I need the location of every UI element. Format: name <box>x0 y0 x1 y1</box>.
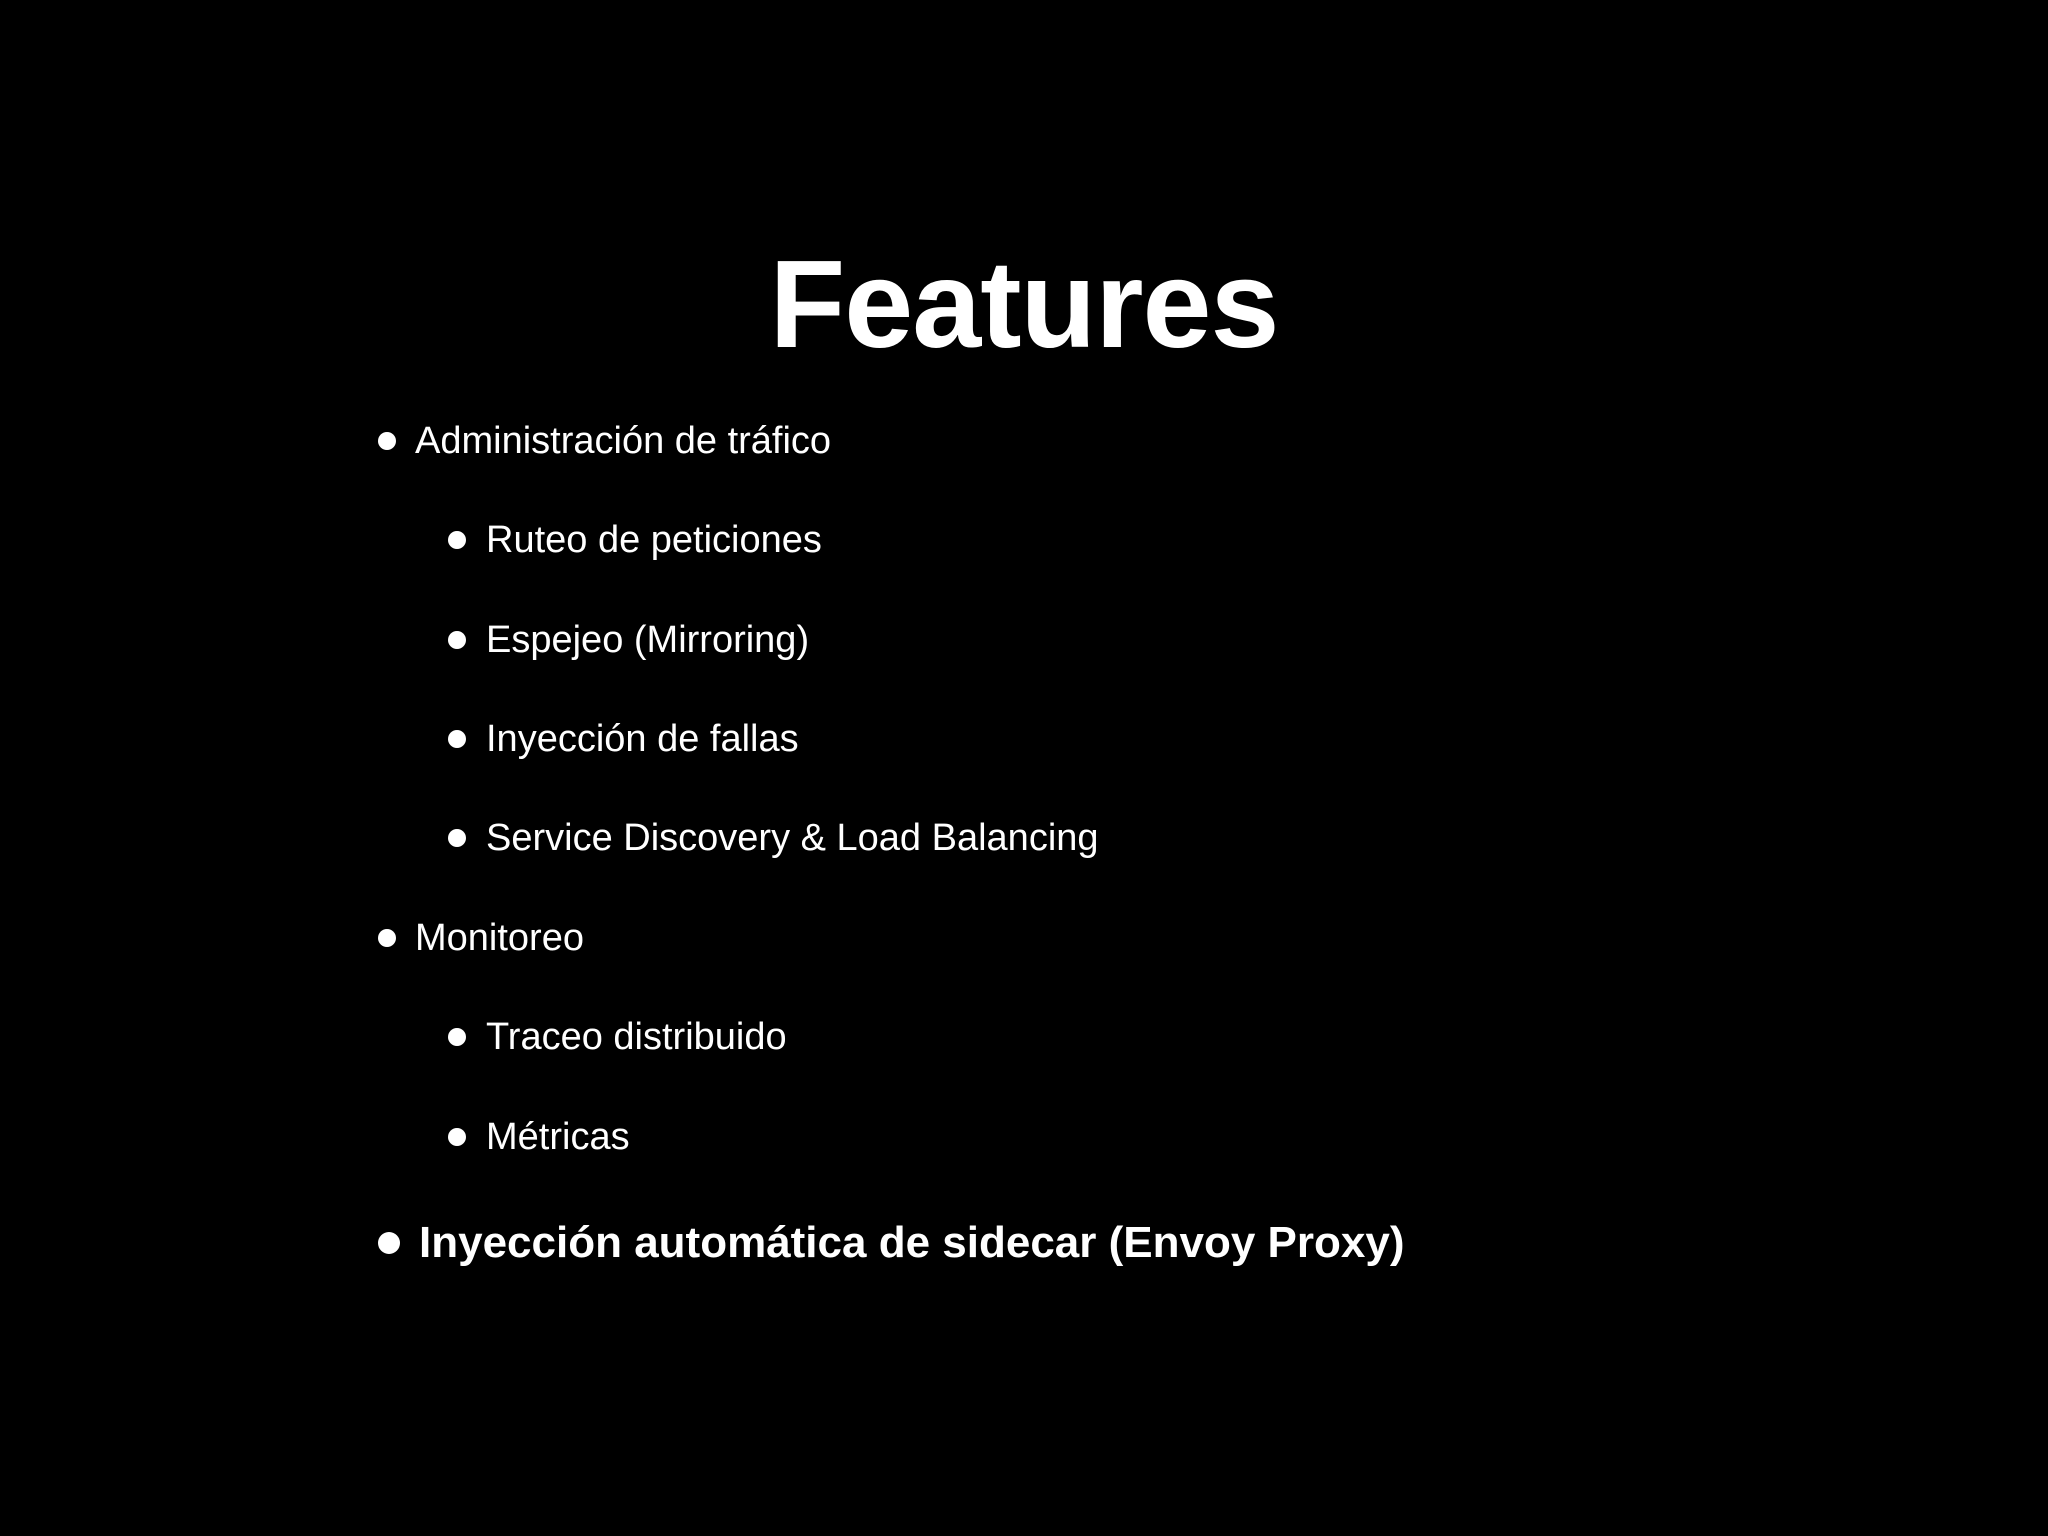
sub-bullet-item-fault-injection <box>448 709 799 769</box>
bullet-item-sidecar-injection <box>378 1213 1404 1273</box>
bullet-dot-icon <box>448 1028 466 1046</box>
bullet-dot-icon <box>448 829 466 847</box>
bullet-dot-icon <box>448 1128 466 1146</box>
bullet-dot-icon <box>378 432 396 450</box>
bullet-text: Monitoreo <box>415 917 584 959</box>
bullet-text: Inyección de fallas <box>486 718 799 760</box>
bullet-item-traffic-management <box>378 411 831 471</box>
sub-bullet-item-metrics <box>448 1107 630 1167</box>
sub-bullet-item-request-routing <box>448 510 822 570</box>
bullet-text: Service Discovery & Load Balancing <box>486 817 1099 859</box>
bullet-dot-icon <box>448 531 466 549</box>
bullet-text: Espejeo (Mirroring) <box>486 619 810 661</box>
bullet-text: Inyección automática de sidecar (Envoy Proxy) <box>419 1218 1405 1267</box>
sub-bullet-item-distributed-tracing <box>448 1007 787 1067</box>
bullet-dot-icon <box>448 730 466 748</box>
bullet-dot-icon <box>378 1232 400 1254</box>
bullet-text: Ruteo de peticiones <box>486 519 822 561</box>
bullet-dot-icon <box>448 631 466 649</box>
sub-bullet-item-mirroring <box>448 610 809 670</box>
bullet-item-monitoring <box>378 908 584 968</box>
bullet-text: Traceo distribuido <box>486 1016 787 1058</box>
bullet-text: Métricas <box>486 1116 630 1158</box>
slide-title: Features <box>769 236 1279 374</box>
sub-bullet-item-service-discovery <box>448 808 1099 868</box>
bullet-dot-icon <box>378 929 396 947</box>
bullet-text: Administración de tráfico <box>415 420 832 462</box>
